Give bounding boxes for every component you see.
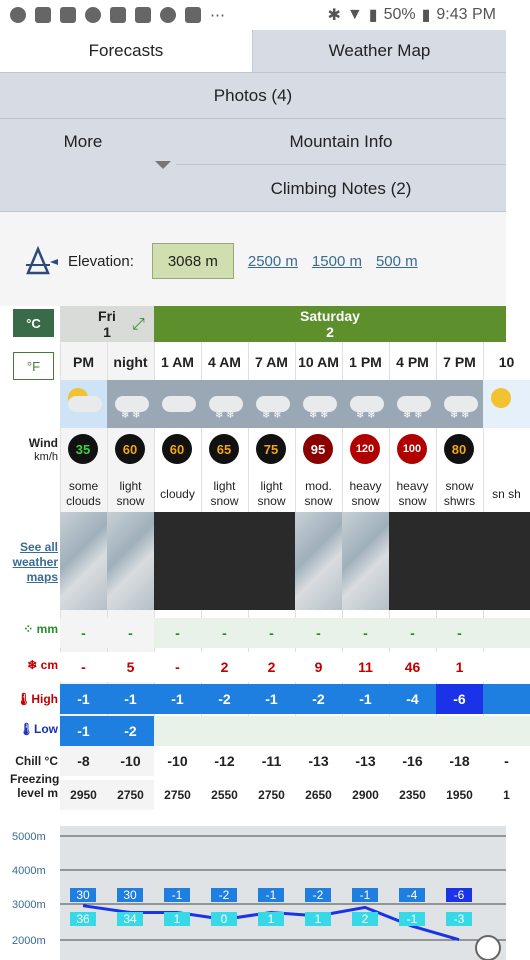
- wind-speed-badge: 100: [397, 434, 427, 464]
- talk-icon: [85, 7, 101, 23]
- wind-speed-badge: 35: [68, 434, 98, 464]
- weather-description: snow shwrs: [443, 479, 476, 508]
- period-time: PM: [73, 354, 94, 370]
- chill-value: -13: [295, 746, 342, 776]
- wind-unit-label: km/h: [34, 451, 58, 463]
- chill-value: -10: [107, 746, 154, 776]
- high-value: -1: [154, 684, 201, 714]
- day-name: Fri: [98, 308, 116, 324]
- period-time: 4 AM: [208, 354, 241, 370]
- snowflakes-icon: ❄ ❄: [121, 410, 141, 421]
- rain-value: [483, 618, 530, 648]
- mountain-elevation-icon: [24, 245, 60, 277]
- clock: 9:43 PM: [436, 6, 496, 23]
- wind-speed-badge: 80: [444, 434, 474, 464]
- elevation-selector: [24, 242, 418, 280]
- snowflakes-icon: ❄ ❄: [215, 410, 235, 421]
- weather-description: mod. snow: [304, 479, 333, 508]
- weather-description: light snow: [257, 479, 286, 508]
- day-date: 2: [326, 324, 334, 340]
- snow-value: 2: [248, 652, 295, 682]
- rain-value: -: [107, 618, 154, 648]
- elevation-option-500[interactable]: 500 m: [375, 252, 418, 270]
- heavy-snow-icon: [342, 380, 389, 428]
- expand-icon[interactable]: ⤢: [132, 316, 145, 333]
- elevation-selected[interactable]: 3068 m: [152, 243, 234, 279]
- weather-description: light snow: [116, 479, 145, 508]
- more-section: [0, 118, 506, 212]
- snow-night-icon: [201, 380, 248, 428]
- day-date: 1: [103, 324, 111, 340]
- freezing-value: 2750: [107, 780, 154, 810]
- accessibility-icon: [160, 7, 176, 23]
- snow-value: [483, 652, 530, 682]
- snow-label: [10, 658, 60, 672]
- map-placeholder[interactable]: [248, 512, 295, 610]
- low-value: -1: [60, 716, 107, 746]
- wind-speed-badge: 75: [256, 434, 286, 464]
- low-value: [295, 716, 342, 746]
- photos-button[interactable]: Photos (4): [0, 72, 506, 118]
- snowflakes-icon: ❄ ❄: [262, 410, 282, 421]
- day-name: Saturday: [300, 308, 360, 324]
- elevation-option-2500[interactable]: 2500 m: [247, 252, 298, 270]
- battery-icon: ▮: [421, 7, 431, 24]
- chill-value: -: [483, 746, 530, 776]
- snow-value: 9: [295, 652, 342, 682]
- altitude-level-label: 2000m: [12, 935, 46, 947]
- temp-badge-bottom-label: 2: [361, 912, 369, 926]
- caret-down-icon: [155, 161, 171, 169]
- freezing-value: 2550: [201, 780, 248, 810]
- heavy-snow-icon: [389, 380, 436, 428]
- period-time: 7 AM: [255, 354, 288, 370]
- high-text: High: [31, 692, 58, 706]
- high-value: -2: [201, 684, 248, 714]
- temp-badge-top-label: -4: [406, 888, 418, 902]
- chill-value: -8: [60, 746, 107, 776]
- snow-value: 2: [201, 652, 248, 682]
- temp-badge-bottom-label: 1: [314, 912, 322, 926]
- chill-value: -11: [248, 746, 295, 776]
- rain-icon: ⁘: [23, 622, 37, 636]
- tab-weather-map[interactable]: Weather Map: [252, 30, 506, 72]
- period-time: 1 AM: [161, 354, 194, 370]
- wind-speed-badge: 95: [303, 434, 333, 464]
- snowflakes-icon: ❄ ❄: [450, 410, 470, 421]
- freezing-value: 2950: [60, 780, 107, 810]
- celsius-button[interactable]: °C: [13, 309, 54, 337]
- sun-icon: [483, 380, 530, 428]
- high-value: -2: [295, 684, 342, 714]
- freezing-value: 1: [483, 780, 530, 810]
- snowflakes-icon: ❄ ❄: [309, 410, 329, 421]
- low-label: [10, 722, 60, 736]
- temp-badge-top-label: -1: [171, 888, 183, 902]
- temp-badge-bottom-label: 34: [123, 912, 137, 926]
- snow-value: 5: [107, 652, 154, 682]
- snow-value: 1: [436, 652, 483, 682]
- close-ad-icon: [476, 936, 500, 960]
- freezing-value: 2650: [295, 780, 342, 810]
- high-value: -1: [342, 684, 389, 714]
- weather-description: heavy snow: [349, 479, 382, 508]
- snow-icon: [295, 380, 342, 428]
- wind-label: Wind: [28, 436, 58, 450]
- weather-description: cloudy: [160, 486, 195, 501]
- activity-icon: [185, 7, 201, 23]
- high-value: -1: [107, 684, 154, 714]
- snow-night-icon: [107, 380, 154, 428]
- cloud-night-icon: [154, 380, 201, 428]
- map-placeholder[interactable]: [154, 512, 201, 610]
- app-icon: [35, 7, 51, 23]
- high-value: -6: [436, 684, 483, 714]
- mountain-info-button[interactable]: Mountain Info: [176, 119, 506, 165]
- freezing-value: 2750: [248, 780, 295, 810]
- elevation-label: Elevation:: [68, 252, 134, 270]
- snow-icon: [248, 380, 295, 428]
- temp-badge-bottom-label: 0: [220, 912, 228, 926]
- weather-map-thumbnail[interactable]: [107, 512, 154, 610]
- rain-label: [10, 622, 60, 636]
- sun-icon: [491, 388, 511, 408]
- snow-value: -: [154, 652, 201, 682]
- cloud-icon: [162, 396, 196, 412]
- temp-badge-top-label: 30: [123, 888, 137, 902]
- altitude-level-label: 5000m: [12, 831, 46, 843]
- altitude-level-label: 3000m: [12, 899, 46, 911]
- altitude-level-label: 4000m: [12, 865, 46, 877]
- temp-badge-top-label: -1: [359, 888, 371, 902]
- snow-value: 11: [342, 652, 389, 682]
- wind-speed-badge: 60: [162, 434, 192, 464]
- chill-label: Chill °C: [15, 754, 58, 768]
- map-placeholder[interactable]: [201, 512, 248, 610]
- rain-value: -: [436, 618, 483, 648]
- low-value: [248, 716, 295, 746]
- temp-badge-bottom-label: 36: [76, 912, 90, 926]
- elevation-option-1500[interactable]: 1500 m: [311, 252, 362, 270]
- temp-badge-bottom-label: -1: [406, 912, 418, 926]
- chill-value: -18: [436, 746, 483, 776]
- low-value: [201, 716, 248, 746]
- freezing-value: 2750: [154, 780, 201, 810]
- tab-bar: [0, 30, 506, 72]
- high-value: -4: [389, 684, 436, 714]
- rain-unit: mm: [36, 622, 58, 636]
- temp-badge-bottom-label: 1: [173, 912, 181, 926]
- map-placeholder[interactable]: [483, 512, 530, 610]
- rain-value: -: [295, 618, 342, 648]
- map-placeholder[interactable]: [436, 512, 483, 610]
- period-time: 1 PM: [349, 354, 382, 370]
- more-button[interactable]: More: [63, 132, 103, 151]
- high-value: -1: [60, 684, 107, 714]
- climbing-notes-button[interactable]: Climbing Notes (2): [270, 179, 412, 198]
- weather-map-thumbnail[interactable]: [295, 512, 342, 610]
- high-value: [483, 684, 530, 714]
- snowflakes-icon: ❄ ❄: [356, 410, 376, 421]
- period-time: 7 PM: [443, 354, 476, 370]
- warning-icon: [60, 7, 76, 23]
- sun-cloud-icon: [60, 380, 107, 428]
- snow-shower-icon: [436, 380, 483, 428]
- high-label: [10, 692, 60, 706]
- low-value: [342, 716, 389, 746]
- freezing-value: 2900: [342, 780, 389, 810]
- rain-value: -: [389, 618, 436, 648]
- tab-forecasts[interactable]: Forecasts: [0, 30, 252, 72]
- chill-value: -13: [342, 746, 389, 776]
- chrome-icon: [10, 7, 26, 23]
- temp-badge-bottom-label: 1: [267, 912, 275, 926]
- temp-badge-top-label: -1: [265, 888, 277, 902]
- see-all-maps-link[interactable]: See all weather maps: [12, 540, 58, 584]
- period-time: 10: [498, 354, 515, 370]
- wind-speed-badge: 60: [115, 434, 145, 464]
- weather-map-thumbnail[interactable]: [342, 512, 389, 610]
- fahrenheit-button[interactable]: °F: [13, 352, 54, 380]
- low-value: -2: [107, 716, 154, 746]
- snow-value: 46: [389, 652, 436, 682]
- rain-value: -: [201, 618, 248, 648]
- chill-value: -16: [389, 746, 436, 776]
- more-notifications-icon: ⋯: [210, 7, 225, 24]
- period-time: 10 AM: [298, 354, 339, 370]
- chill-value: -10: [154, 746, 201, 776]
- rain-value: -: [248, 618, 295, 648]
- low-text: Low: [34, 722, 58, 736]
- snowflakes-icon: ❄ ❄: [403, 410, 423, 421]
- battery-level: 50%: [383, 6, 416, 23]
- weather-description: heavy snow: [396, 479, 429, 508]
- freezing-value: 1950: [436, 780, 483, 810]
- freezing-label: Freezing level m: [10, 772, 60, 800]
- temp-badge-top-label: 30: [76, 888, 90, 902]
- snow-unit: cm: [40, 658, 58, 672]
- chill-value: -12: [201, 746, 248, 776]
- snow-value: -: [60, 652, 107, 682]
- temp-badge-top-label: -2: [312, 888, 324, 902]
- bluetooth-icon: ✱: [327, 7, 341, 24]
- low-value: [436, 716, 483, 746]
- low-value: [483, 716, 530, 746]
- rain-value: -: [154, 618, 201, 648]
- period-time: night: [113, 354, 148, 370]
- temp-badge-top-label: -2: [218, 888, 230, 902]
- altitude-chart: [10, 826, 506, 960]
- weather-map-thumbnail[interactable]: [60, 512, 107, 610]
- weather-description: light snow: [210, 479, 239, 508]
- snowflake-icon: ❄: [27, 658, 41, 672]
- ski-icon: [135, 7, 151, 23]
- period-time: 4 PM: [396, 354, 429, 370]
- rain-value: -: [60, 618, 107, 648]
- wind-speed-badge: 120: [350, 434, 380, 464]
- wifi-icon: ▼: [346, 6, 363, 23]
- weather-description: sn sh: [492, 486, 521, 501]
- temp-badge-bottom-label: -3: [453, 912, 465, 926]
- status-bar: [0, 0, 506, 30]
- cloud-icon: [68, 396, 102, 412]
- thermometer-low-icon: 🌡: [18, 722, 34, 736]
- temp-badge-top-label: -6: [453, 888, 465, 902]
- high-value: -1: [248, 684, 295, 714]
- rain-value: -: [342, 618, 389, 648]
- thermometer-high-icon: 🌡: [16, 692, 32, 706]
- forecast-table: [10, 306, 521, 960]
- low-value: [154, 716, 201, 746]
- map-placeholder[interactable]: [389, 512, 436, 610]
- vpn-icon: [110, 7, 126, 23]
- signal-icon: ▮: [368, 7, 378, 24]
- wind-speed-badge: 65: [209, 434, 239, 464]
- low-value: [389, 716, 436, 746]
- weather-description: some clouds: [66, 479, 101, 508]
- freezing-value: 2350: [389, 780, 436, 810]
